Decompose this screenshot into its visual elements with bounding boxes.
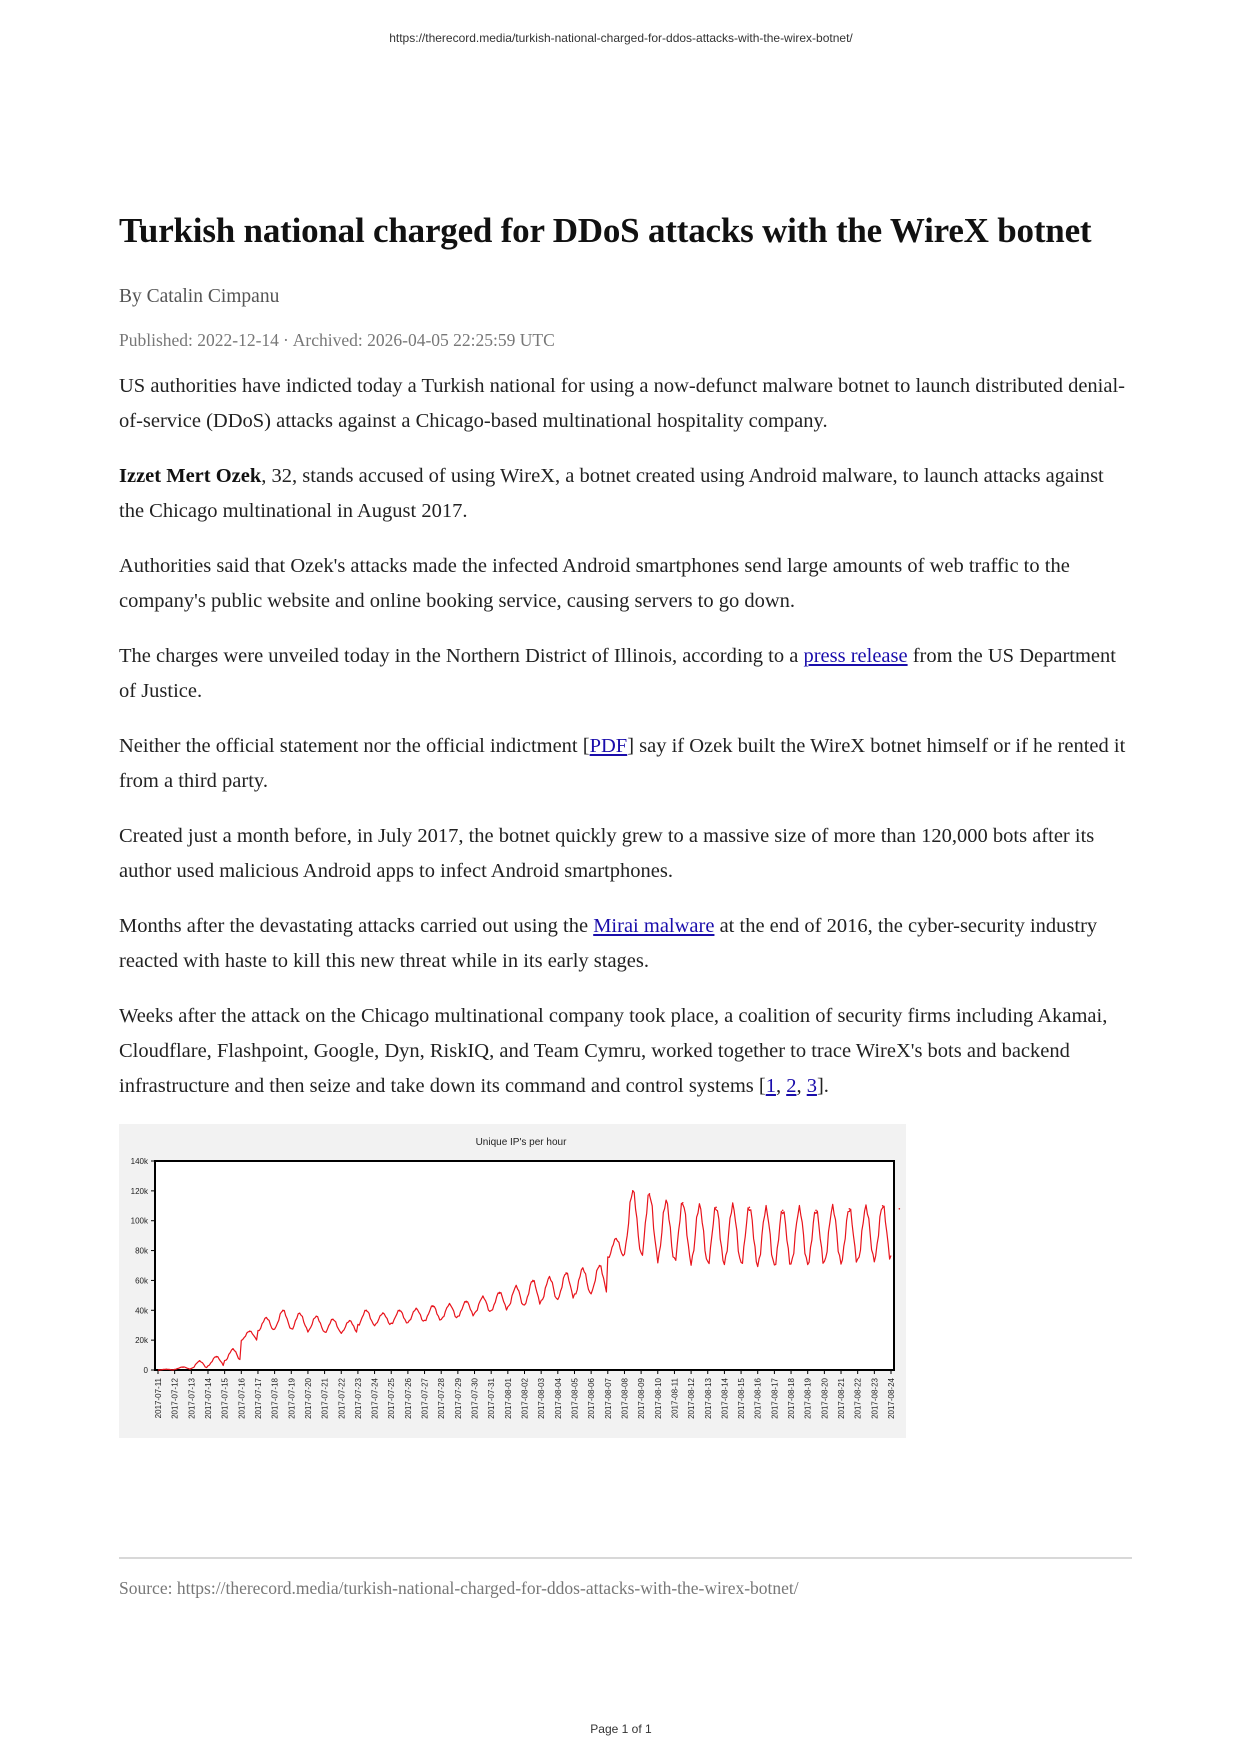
data-point-peak [216, 1356, 218, 1358]
press-release-link[interactable]: press release [803, 645, 908, 667]
data-point-peak [166, 1368, 168, 1370]
x-axis [154, 1370, 896, 1419]
x-tick-label: 2017-08-24 [887, 1378, 896, 1419]
divider [119, 1557, 1132, 1559]
byline: By Catalin Cimpanu [119, 286, 280, 307]
data-point-peak [499, 1292, 501, 1294]
data-point-peak [515, 1286, 517, 1288]
paragraph-7: Months after the devastating attacks carried out using the Mirai malware at the end of 2016, the cyber-security industry reacted with haste to kill this new threat while in its early stages. [119, 915, 1098, 972]
data-point-peak [449, 1304, 451, 1306]
x-tick-label: 2017-08-16 [753, 1378, 763, 1419]
paragraph-4: The charges were unveiled today in the Northern District of Illinois, according to a press release from the US Department of Justice. [119, 645, 1116, 702]
data-point-peak [582, 1268, 584, 1270]
x-tick-label: 2017-07-18 [270, 1378, 280, 1419]
published-date: Published: 2022-12-14 [119, 330, 279, 350]
x-tick-label: 2017-07-12 [170, 1378, 180, 1419]
data-point-peak [482, 1296, 484, 1298]
x-tick-label: 2017-08-07 [603, 1378, 613, 1419]
x-tick-label: 2017-08-05 [570, 1378, 580, 1419]
data-point-peak [799, 1208, 801, 1210]
data-point-peak [665, 1201, 667, 1203]
x-tick-label: 2017-07-26 [403, 1378, 413, 1419]
defendant-name: Izzet Mert Ozek [119, 465, 262, 487]
data-point-peak [849, 1208, 851, 1210]
publish-meta [119, 330, 1131, 351]
chart-canvas [119, 1124, 906, 1438]
x-tick-label: 2017-07-29 [453, 1378, 463, 1419]
y-axis [131, 1157, 155, 1375]
data-point-peak [599, 1265, 601, 1267]
x-tick-label: 2017-07-21 [320, 1378, 330, 1419]
data-point-peak [415, 1308, 417, 1310]
paragraph-2: Izzet Mert Ozek, 32, stands accused of using WireX, a botnet created using Android malware, to launch attacks against the Chicago multinational in August 2017. [119, 465, 1104, 522]
x-tick-label: 2017-08-15 [737, 1378, 747, 1419]
x-tick-label: 2017-08-19 [803, 1378, 813, 1419]
x-tick-label: 2017-07-30 [470, 1378, 480, 1419]
reference-link-3[interactable]: 3 [806, 1075, 817, 1097]
x-tick-label: 2017-08-17 [770, 1378, 780, 1419]
botnet-chart [119, 1124, 906, 1438]
x-tick-label: 2017-08-02 [520, 1378, 530, 1419]
data-point-peak [332, 1318, 334, 1320]
y-tick-label: 100k [130, 1216, 148, 1226]
data-point-peak [715, 1206, 717, 1208]
data-point-peak [265, 1317, 267, 1319]
x-tick-label: 2017-07-27 [420, 1378, 430, 1419]
pdf-link[interactable]: PDF [589, 735, 628, 757]
x-tick-label: 2017-07-13 [187, 1378, 197, 1419]
x-tick-label: 2017-07-31 [487, 1378, 497, 1419]
paragraph-3: Authorities said that Ozek's attacks made the infected Android smartphones send large amounts of web traffic to the company's public website and online booking service, causing servers to go down. [119, 555, 1070, 612]
x-tick-label: 2017-07-19 [287, 1378, 297, 1419]
x-tick-label: 2017-08-13 [703, 1378, 713, 1419]
data-point-peak [832, 1206, 834, 1208]
data-point-peak [749, 1206, 751, 1208]
x-tick-label: 2017-07-28 [437, 1378, 447, 1419]
data-point-peak [399, 1309, 401, 1311]
data-point-peak [815, 1209, 817, 1211]
data-point-peak [682, 1202, 684, 1204]
data-point-peak [549, 1277, 551, 1279]
y-tick-label: 60k [135, 1276, 148, 1286]
data-point-peak [649, 1193, 651, 1195]
data-point-peak [732, 1205, 734, 1207]
data-point-peak [632, 1190, 634, 1192]
page-url: https://therecord.media/turkish-national-charged-for-ddos-attacks-with-the-wirex-botnet/ [389, 31, 853, 45]
x-tick-label: 2017-08-06 [587, 1378, 597, 1419]
y-tick-label: 80k [135, 1246, 148, 1256]
paragraph-6: Created just a month before, in July 2017, the botnet quickly grew to a massive size of more than 120,000 bots after its author used malicious Android apps to infect Android smartphones. [119, 825, 1095, 882]
reference-link-1[interactable]: 1 [765, 1075, 776, 1097]
data-point-peak [349, 1320, 351, 1322]
x-tick-label: 2017-07-25 [387, 1378, 397, 1419]
chart-title: Unique IP's per hour [475, 1137, 567, 1148]
article-body [119, 369, 1131, 1104]
paragraph-1: US authorities have indicted today a Turkish national for using a now-defunct malware botnet to launch distributed denial-of-service (DDoS) attacks against a Chicago-based multinational hospitality company. [119, 375, 1125, 432]
page-footer: Page 1 of 1 [590, 1722, 652, 1736]
reference-link-2[interactable]: 2 [786, 1075, 797, 1097]
data-point-peak [565, 1272, 567, 1274]
data-point-peak [899, 1208, 901, 1210]
paragraph-5: Neither the official statement nor the official indictment [PDF] say if Ozek built the WireX botnet himself or if he rented it from a third party. [119, 735, 1126, 792]
x-tick-label: 2017-08-18 [787, 1378, 797, 1419]
data-point-peak [199, 1360, 201, 1362]
x-tick-label: 2017-07-15 [220, 1378, 230, 1419]
x-tick-label: 2017-08-20 [820, 1378, 830, 1419]
data-point-peak [532, 1280, 534, 1282]
x-tick-label: 2017-07-11 [154, 1378, 163, 1419]
data-point-peak [782, 1209, 784, 1211]
x-tick-label: 2017-08-08 [620, 1378, 630, 1419]
x-tick-label: 2017-08-04 [553, 1378, 563, 1419]
data-point-peak [365, 1309, 367, 1311]
meta-separator: · [282, 330, 289, 350]
data-point-peak [865, 1206, 867, 1208]
data-point-peak [249, 1330, 251, 1332]
x-tick-label: 2017-07-24 [370, 1378, 380, 1419]
x-tick-label: 2017-07-17 [253, 1378, 263, 1419]
article-title: Turkish national charged for DDoS attacks with the WireX botnet [119, 211, 1092, 250]
mirai-malware-link[interactable]: Mirai malware [593, 915, 715, 937]
data-point-peak [299, 1312, 301, 1314]
archived-date: Archived: 2026-04-05 22:25:59 UTC [292, 330, 555, 350]
x-tick-label: 2017-07-16 [237, 1378, 247, 1419]
data-point-peak [315, 1315, 317, 1317]
data-point-peak [382, 1312, 384, 1314]
data-point-peak [432, 1305, 434, 1307]
x-tick-label: 2017-08-21 [837, 1378, 847, 1419]
x-tick-label: 2017-08-12 [687, 1378, 697, 1419]
y-tick-label: 140k [130, 1157, 148, 1166]
data-point-peak [615, 1238, 617, 1240]
x-tick-label: 2017-08-14 [720, 1378, 730, 1419]
source-line: Source: https://therecord.media/turkish-national-charged-for-ddos-attacks-with-the-wirex-botnet/ [119, 1578, 799, 1598]
article [119, 210, 1131, 1438]
data-point-peak [232, 1348, 234, 1350]
x-tick-label: 2017-08-01 [503, 1378, 513, 1419]
x-tick-label: 2017-08-23 [870, 1378, 880, 1419]
x-tick-label: 2017-07-14 [203, 1378, 213, 1419]
x-tick-label: 2017-08-09 [637, 1378, 647, 1419]
x-tick-label: 2017-08-03 [537, 1378, 547, 1419]
x-tick-label: 2017-07-22 [337, 1378, 347, 1419]
data-point-peak [765, 1208, 767, 1210]
y-tick-label: 120k [130, 1186, 148, 1196]
x-tick-label: 2017-07-20 [303, 1378, 313, 1419]
x-tick-label: 2017-08-22 [853, 1378, 863, 1419]
x-tick-label: 2017-08-11 [670, 1378, 680, 1419]
y-tick-label: 40k [135, 1306, 148, 1316]
data-point-peak [882, 1205, 884, 1207]
x-tick-label: 2017-08-10 [653, 1378, 663, 1419]
paragraph-8: Weeks after the attack on the Chicago multinational company took place, a coalition of security firms including Akamai, Cloudflare, Flashpoint, Google, Dyn, RiskIQ, and Team Cymru, worked together to trace WireX's bots and backend infrastructure and then seize and take down its command and control systems [1, 2, 3]. [119, 1005, 1108, 1097]
data-point-peak [699, 1205, 701, 1207]
y-tick-label: 0 [143, 1366, 148, 1375]
plot-area [155, 1161, 894, 1370]
data-point-peak [465, 1301, 467, 1303]
y-tick-label: 20k [135, 1336, 148, 1346]
x-tick-label: 2017-07-23 [353, 1378, 363, 1419]
data-point-peak [182, 1366, 184, 1368]
data-point-peak [282, 1309, 284, 1311]
